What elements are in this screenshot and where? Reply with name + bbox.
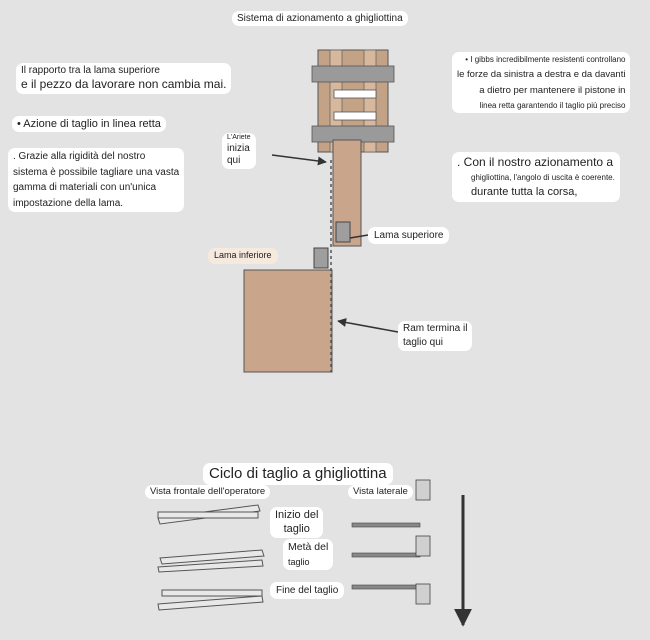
ram-start-line: L'Ariete [227, 134, 251, 141]
rigidity-line: . Grazie alla rigidità del nostro [13, 151, 146, 162]
cut-start-line: taglio [283, 523, 310, 536]
ram-end-line: taglio qui [403, 337, 444, 348]
cut-start-line: Inizio del [275, 509, 319, 521]
gibbs-note [452, 52, 630, 113]
lower-blade-label [208, 248, 278, 264]
ram-start-line: inizia [227, 142, 250, 154]
upper-blade-shape [336, 222, 350, 242]
ram-start-label [222, 133, 256, 169]
upper-blade-label [368, 227, 449, 244]
cycle-title [203, 463, 393, 485]
front-view-label [145, 485, 270, 499]
cycle-title-text: Ciclo di taglio a ghigliottina [209, 465, 387, 482]
side-view-label [348, 485, 413, 499]
side-view-text: Vista laterale [353, 486, 408, 497]
rigidity-note [8, 148, 184, 212]
drive-line: . Con il nostro azionamento a [457, 155, 614, 169]
drive-line: ghigliottina, l'angolo di uscita è coerente. [471, 172, 615, 182]
upper-blade-text: Lama superiore [374, 230, 444, 241]
gibbs-line: linea retta garantendo il taglio più preciso [479, 100, 626, 110]
ratio-line-2: e il pezzo da lavorare non cambia mai. [21, 77, 227, 91]
top-title-text: Sistema di azionamento a ghigliottina [237, 13, 403, 24]
workpiece [244, 270, 332, 372]
cut-mid-label [283, 539, 333, 570]
rigidity-line: sistema è possibile tagliare una vasta [13, 166, 180, 178]
gibbs-frame [312, 50, 394, 152]
front-view-bars [158, 505, 264, 610]
gibbs-line: a dietro per mantenere il pistone in [479, 84, 626, 96]
drive-line: durante tutta la corsa, [471, 185, 578, 198]
cut-end-label [270, 582, 344, 599]
lower-blade-text: Lama inferiore [214, 250, 272, 260]
ram-end-label [398, 321, 472, 351]
lower-blade-shape [314, 248, 328, 268]
drive-note [452, 152, 620, 202]
gibbs-line: le forze da sinistra a destra e da davanti [457, 68, 626, 80]
ram-end-line: Ram termina il [403, 323, 468, 334]
rigidity-line: impostazione della lama. [13, 197, 124, 209]
gibbs-line: • I gibbs incredibilmente resistenti controllano [465, 55, 626, 64]
straight-cut-note [12, 116, 166, 132]
cut-mid-line: taglio [288, 556, 310, 567]
front-view-text: Vista frontale dell'operatore [150, 486, 266, 497]
cut-mid-line: Metà del [288, 541, 329, 553]
ratio-note [16, 63, 231, 94]
straight-cut-text: • Azione di taglio in linea retta [17, 118, 161, 130]
rigidity-line: gamma di materiali con un'unica [13, 182, 157, 193]
ram-start-arrow [272, 155, 326, 162]
cut-start-label [270, 507, 323, 538]
ram-end-arrow [338, 321, 398, 332]
cut-end-text: Fine del taglio [276, 585, 339, 596]
top-title [232, 11, 408, 26]
ratio-line-1: Il rapporto tra la lama superiore [21, 65, 160, 76]
ram-start-line: qui [227, 155, 241, 167]
